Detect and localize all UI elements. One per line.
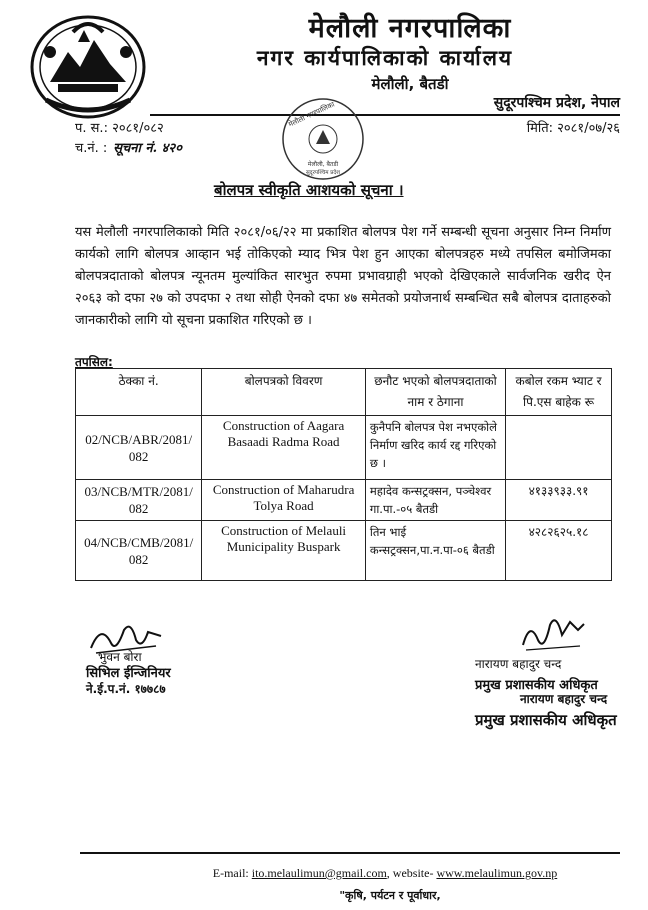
- email-link[interactable]: ito.melaulimun@gmail.com: [251, 866, 387, 880]
- engineer-name: भुवन बोरा: [98, 650, 142, 664]
- cell-description: Construction of Maharudra Tolya Road: [202, 480, 366, 521]
- letter-date: मिति: २०८१/०७/२६: [526, 121, 620, 136]
- table-header-row: [76, 369, 612, 416]
- cell-contract: 03/NCB/MTR/2081/ 082: [76, 480, 202, 521]
- footer-divider: [80, 852, 620, 854]
- website-label: , website-: [386, 866, 434, 880]
- table-row: [76, 416, 612, 480]
- email-label: E-mail:: [212, 866, 249, 880]
- cell-amount: [506, 416, 612, 480]
- cell-amount: ४२८२६२५.१८: [506, 521, 612, 581]
- dispatch-number: [75, 138, 182, 156]
- col-header-description: बोलपत्रको विवरण: [202, 369, 366, 416]
- cell-contract: 04/NCB/CMB/2081/ 082: [76, 521, 202, 581]
- notice-body: यस मेलौली नगरपालिकाको मिति २०८१/०६/२२ मा प्रकाशित बोलपत्र पेश गर्ने सम्बन्धी सूचना अनुसार निम्न निर्माण कार्यको लागि बोलपत्र आव्हान भई तोकिएको म्याद भित्र पेश हुन आएका बोलपत्रहरु मध्ये तपसिल बमोजिमका बोलपत्रदाताको बोलपत्र न्यूनतम मुल्यांकित सारभुत रुपमा प्रभावग्राही भएको देखिएकाले सार्वजनिक खरीद ऐन २०६३ को दफा २७ को उपदफा २ तथा सोही ऐनको दफा ४७ समेतको प्रयोजनार्थ सम्बन्धित सबै बोलपत्र दाताहरुको जानकारीको लागि यो सूचना प्रकाशित गरिएको छ ।: [75, 225, 611, 328]
- office-address: मेलौली, बैतडी: [371, 75, 449, 93]
- cell-bidder: तिन भाई कन्सट्रक्सन,पा.न.पा-०६ बैतडी: [365, 521, 505, 581]
- col-header-amount: कबोल रकम भ्याट र पि.एस बाहेक रू: [506, 369, 612, 416]
- reference-number: प. स.: २०८१/०८२: [75, 121, 164, 136]
- dispatch-label: च.नं. :: [75, 141, 108, 156]
- col-header-contract: ठेक्का नं.: [76, 369, 202, 416]
- cell-amount: ४१३३९३३.९१: [506, 480, 612, 521]
- svg-text:मेलौली नगरपालिका: मेलौली नगरपालिका: [287, 100, 336, 129]
- website-link[interactable]: www.melaulimun.gov.np: [436, 866, 558, 880]
- engineer-registration: ने.ई.प.नं. १७७८७: [86, 682, 166, 696]
- office-stamp-icon: [278, 94, 368, 184]
- cao-signature-icon: [518, 610, 588, 655]
- schedule-label: तपसिल:: [75, 355, 113, 369]
- municipality-name: मेलौली नगरपालिका: [308, 13, 512, 44]
- engineer-role: सिभिल ईन्जिनियर: [86, 666, 171, 681]
- office-name: नगर कार्यपालिकाको कार्यालय: [256, 45, 514, 70]
- nepal-government-emblem-icon: [28, 12, 148, 122]
- header-divider: [150, 114, 620, 116]
- cell-bidder: कुनैपनि बोलपत्र पेश नभएकोले निर्माण खरिद कार्य रद्द गरिएको छ ।: [365, 416, 505, 480]
- cao-name: नारायण बहादुर चन्द: [475, 657, 562, 671]
- col-header-bidder: छनौट भएको बोलपत्रदाताको नाम र ठेगाना: [365, 369, 505, 416]
- cell-contract: 02/NCB/ABR/2081/ 082: [76, 416, 202, 480]
- cao-stamp-name: नारायण बहादुर चन्द: [520, 692, 608, 706]
- svg-text:सुदूरपश्चिम प्रदेश: सुदूरपश्चिम प्रदेश: [305, 170, 341, 176]
- svg-text:मेलौली, बैतडी: मेलौली, बैतडी: [307, 161, 339, 168]
- notice-title: बोलपत्र स्वीकृति आशयको सूचना ।: [214, 181, 404, 199]
- cell-bidder: महादेव कन्सट्रक्सन, पञ्चेश्वर गा.पा.-०५ बैतडी: [365, 480, 505, 521]
- cao-role: प्रमुख प्रशासकीय अधिकृत: [475, 678, 598, 693]
- dispatch-value: सूचना नं. ४२०: [113, 141, 182, 156]
- province-line: सुदूरपश्चिम प्रदेश, नेपाल: [493, 95, 620, 111]
- cell-description: Construction of Aagara Basaadi Radma Road: [202, 416, 366, 480]
- footer-motto: "कृषि, पर्यटन र पूर्वाधार,: [339, 889, 441, 902]
- contact-line: [150, 866, 620, 881]
- cao-stamp-role: प्रमुख प्रशासकीय अधिकृत: [475, 711, 617, 729]
- bid-table: [75, 368, 612, 581]
- table-row: [76, 521, 612, 581]
- table-row: [76, 480, 612, 521]
- cell-description: Construction of Melauli Municipality Buspark: [202, 521, 366, 581]
